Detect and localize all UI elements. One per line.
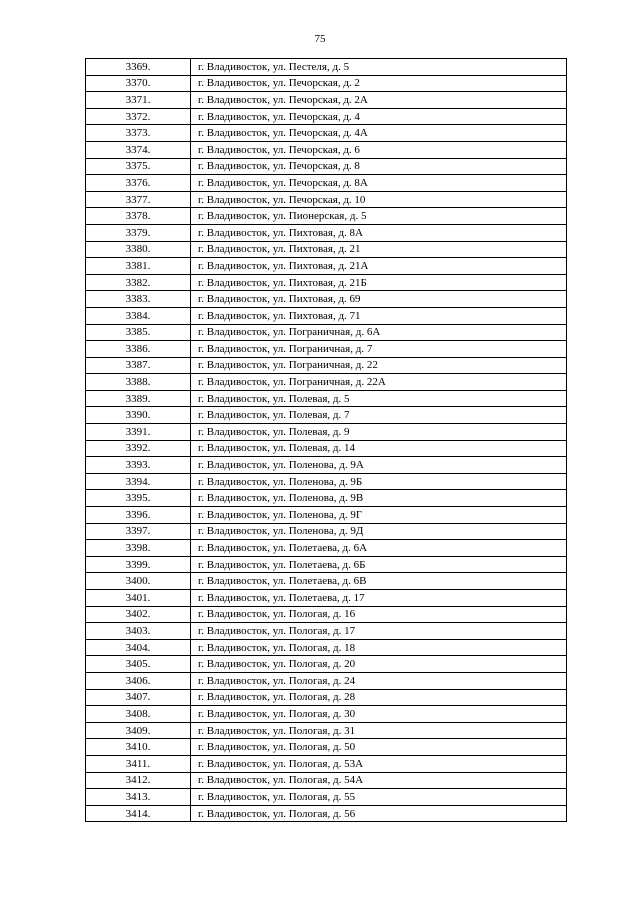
row-number: 3372. <box>86 108 191 125</box>
row-number: 3395. <box>86 490 191 507</box>
row-number: 3411. <box>86 755 191 772</box>
row-number: 3374. <box>86 141 191 158</box>
row-number: 3401. <box>86 590 191 607</box>
row-number: 3396. <box>86 507 191 524</box>
table-row <box>86 125 567 142</box>
row-address: г. Владивосток, ул. Печорская, д. 10 <box>191 191 567 208</box>
row-number: 3386. <box>86 341 191 358</box>
row-number: 3371. <box>86 92 191 109</box>
row-number: 3412. <box>86 772 191 789</box>
row-address: г. Владивосток, ул. Пограничная, д. 6А <box>191 324 567 341</box>
row-address: г. Владивосток, ул. Полетаева, д. 17 <box>191 590 567 607</box>
row-address: г. Владивосток, ул. Пионерская, д. 5 <box>191 208 567 225</box>
row-address: г. Владивосток, ул. Поленова, д. 9В <box>191 490 567 507</box>
table-row <box>86 755 567 772</box>
row-address: г. Владивосток, ул. Пологая, д. 28 <box>191 689 567 706</box>
row-address: г. Владивосток, ул. Пологая, д. 53А <box>191 755 567 772</box>
row-address: г. Владивосток, ул. Печорская, д. 8 <box>191 158 567 175</box>
row-number: 3373. <box>86 125 191 142</box>
row-number: 3378. <box>86 208 191 225</box>
table-row <box>86 772 567 789</box>
row-number: 3384. <box>86 307 191 324</box>
table-row <box>86 374 567 391</box>
row-address: г. Владивосток, ул. Поленова, д. 9Д <box>191 523 567 540</box>
row-number: 3409. <box>86 722 191 739</box>
table-row <box>86 324 567 341</box>
table-row <box>86 341 567 358</box>
row-number: 3414. <box>86 805 191 822</box>
table-row <box>86 224 567 241</box>
row-number: 3394. <box>86 473 191 490</box>
table-row <box>86 75 567 92</box>
row-number: 3389. <box>86 390 191 407</box>
row-number: 3383. <box>86 291 191 308</box>
row-address: г. Владивосток, ул. Поленова, д. 9Б <box>191 473 567 490</box>
table-row <box>86 390 567 407</box>
table-row <box>86 191 567 208</box>
row-number: 3410. <box>86 739 191 756</box>
table-row <box>86 241 567 258</box>
row-number: 3370. <box>86 75 191 92</box>
table-row <box>86 424 567 441</box>
row-address: г. Владивосток, ул. Пограничная, д. 7 <box>191 341 567 358</box>
table-row <box>86 274 567 291</box>
row-number: 3393. <box>86 457 191 474</box>
row-address: г. Владивосток, ул. Полетаева, д. 6В <box>191 573 567 590</box>
row-number: 3397. <box>86 523 191 540</box>
row-number: 3405. <box>86 656 191 673</box>
row-number: 3377. <box>86 191 191 208</box>
row-address: г. Владивосток, ул. Пихтовая, д. 71 <box>191 307 567 324</box>
row-number: 3379. <box>86 224 191 241</box>
table-row <box>86 291 567 308</box>
table-row <box>86 556 567 573</box>
row-address: г. Владивосток, ул. Пестеля, д. 5 <box>191 59 567 76</box>
table-row <box>86 59 567 76</box>
row-address: г. Владивосток, ул. Печорская, д. 2 <box>191 75 567 92</box>
row-address: г. Владивосток, ул. Пологая, д. 18 <box>191 639 567 656</box>
row-address: г. Владивосток, ул. Пологая, д. 17 <box>191 623 567 640</box>
table-row <box>86 623 567 640</box>
row-number: 3398. <box>86 540 191 557</box>
row-address: г. Владивосток, ул. Пологая, д. 20 <box>191 656 567 673</box>
table-row <box>86 307 567 324</box>
row-address: г. Владивосток, ул. Пограничная, д. 22А <box>191 374 567 391</box>
table-row <box>86 789 567 806</box>
table-row <box>86 158 567 175</box>
row-address: г. Владивосток, ул. Печорская, д. 8А <box>191 175 567 192</box>
row-number: 3402. <box>86 606 191 623</box>
table-row <box>86 258 567 275</box>
row-address: г. Владивосток, ул. Печорская, д. 2А <box>191 92 567 109</box>
row-number: 3380. <box>86 241 191 258</box>
row-address: г. Владивосток, ул. Печорская, д. 6 <box>191 141 567 158</box>
table-row <box>86 672 567 689</box>
row-address: г. Владивосток, ул. Пологая, д. 54А <box>191 772 567 789</box>
row-address: г. Владивосток, ул. Полевая, д. 7 <box>191 407 567 424</box>
table-row <box>86 540 567 557</box>
row-address: г. Владивосток, ул. Полетаева, д. 6А <box>191 540 567 557</box>
row-address: г. Владивосток, ул. Полевая, д. 14 <box>191 440 567 457</box>
row-number: 3382. <box>86 274 191 291</box>
row-number: 3403. <box>86 623 191 640</box>
row-address: г. Владивосток, ул. Пологая, д. 55 <box>191 789 567 806</box>
row-address: г. Владивосток, ул. Полевая, д. 5 <box>191 390 567 407</box>
table-row <box>86 507 567 524</box>
row-address: г. Владивосток, ул. Пологая, д. 56 <box>191 805 567 822</box>
row-address: г. Владивосток, ул. Пологая, д. 50 <box>191 739 567 756</box>
table-row <box>86 92 567 109</box>
row-address: г. Владивосток, ул. Полетаева, д. 6Б <box>191 556 567 573</box>
address-table-body <box>86 59 567 822</box>
address-table <box>85 58 567 822</box>
row-address: г. Владивосток, ул. Пихтовая, д. 21А <box>191 258 567 275</box>
row-number: 3408. <box>86 706 191 723</box>
row-number: 3399. <box>86 556 191 573</box>
row-number: 3404. <box>86 639 191 656</box>
table-row <box>86 573 567 590</box>
table-row <box>86 473 567 490</box>
row-number: 3376. <box>86 175 191 192</box>
row-address: г. Владивосток, ул. Поленова, д. 9Г <box>191 507 567 524</box>
row-number: 3375. <box>86 158 191 175</box>
row-number: 3407. <box>86 689 191 706</box>
table-row <box>86 722 567 739</box>
row-address: г. Владивосток, ул. Пограничная, д. 22 <box>191 357 567 374</box>
row-address: г. Владивосток, ул. Пихтовая, д. 21 <box>191 241 567 258</box>
table-row <box>86 639 567 656</box>
page-number: 75 <box>314 33 326 45</box>
row-address: г. Владивосток, ул. Печорская, д. 4А <box>191 125 567 142</box>
table-row <box>86 689 567 706</box>
table-row <box>86 208 567 225</box>
row-address: г. Владивосток, ул. Пологая, д. 30 <box>191 706 567 723</box>
row-address: г. Владивосток, ул. Пихтовая, д. 8А <box>191 224 567 241</box>
row-number: 3413. <box>86 789 191 806</box>
row-address: г. Владивосток, ул. Полевая, д. 9 <box>191 424 567 441</box>
row-number: 3390. <box>86 407 191 424</box>
table-row <box>86 407 567 424</box>
row-number: 3387. <box>86 357 191 374</box>
row-number: 3400. <box>86 573 191 590</box>
row-address: г. Владивосток, ул. Поленова, д. 9А <box>191 457 567 474</box>
row-number: 3369. <box>86 59 191 76</box>
row-address: г. Владивосток, ул. Пологая, д. 31 <box>191 722 567 739</box>
row-number: 3392. <box>86 440 191 457</box>
table-row <box>86 805 567 822</box>
row-address: г. Владивосток, ул. Пологая, д. 24 <box>191 672 567 689</box>
table-row <box>86 739 567 756</box>
table-row <box>86 523 567 540</box>
row-address: г. Владивосток, ул. Пихтовая, д. 69 <box>191 291 567 308</box>
row-address: г. Владивосток, ул. Печорская, д. 4 <box>191 108 567 125</box>
table-row <box>86 108 567 125</box>
table-row <box>86 706 567 723</box>
table-row <box>86 175 567 192</box>
row-number: 3381. <box>86 258 191 275</box>
table-row <box>86 590 567 607</box>
table-row <box>86 357 567 374</box>
row-address: г. Владивосток, ул. Пихтовая, д. 21Б <box>191 274 567 291</box>
row-address: г. Владивосток, ул. Пологая, д. 16 <box>191 606 567 623</box>
table-row <box>86 490 567 507</box>
table-row <box>86 656 567 673</box>
table-row <box>86 606 567 623</box>
table-row <box>86 457 567 474</box>
table-row <box>86 141 567 158</box>
row-number: 3385. <box>86 324 191 341</box>
row-number: 3388. <box>86 374 191 391</box>
row-number: 3391. <box>86 424 191 441</box>
row-number: 3406. <box>86 672 191 689</box>
table-row <box>86 440 567 457</box>
